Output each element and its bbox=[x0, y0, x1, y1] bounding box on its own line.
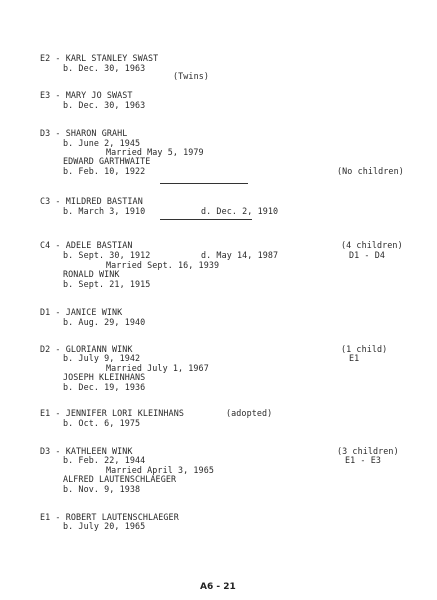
page-number: A6 - 21 bbox=[200, 582, 236, 592]
entry-c4-marriage: Married Sept. 16, 1939 bbox=[106, 260, 220, 270]
children-count: (No children) bbox=[337, 166, 404, 176]
children-count: (1 child) bbox=[341, 344, 388, 354]
entry-d1-birth: b. Aug. 29, 1940 bbox=[63, 317, 146, 327]
entry-d2-name: D2 - GLORIANN WINK bbox=[40, 344, 133, 354]
entry-e2-name: E2 - KARL STANLEY SWAST bbox=[40, 53, 159, 63]
children-count: (4 children) bbox=[341, 240, 403, 250]
children-range: D1 - D4 bbox=[349, 250, 385, 260]
entry-e1-robert-birth: b. July 20, 1965 bbox=[63, 521, 146, 531]
entry-e1-jennifer-name: E1 - JENNIFER LORI KLEINHANS bbox=[40, 408, 184, 418]
entry-e3-name: E3 - MARY JO SWAST bbox=[40, 90, 133, 100]
separator-line bbox=[160, 183, 248, 184]
entry-e2-birth: b. Dec. 30, 1963 bbox=[63, 63, 146, 73]
entry-d3-sharon-spouse-birth: b. Feb. 10, 1922 bbox=[63, 166, 146, 176]
entry-d1-name: D1 - JANICE WINK bbox=[40, 307, 123, 317]
entry-c4-spouse-birth: b. Sept. 21, 1915 bbox=[63, 279, 151, 289]
entry-d3-sharon-birth: b. June 2, 1945 bbox=[63, 138, 141, 148]
entry-d3-sharon-name: D3 - SHARON GRAHL bbox=[40, 128, 128, 138]
adopted-note: (adopted) bbox=[226, 408, 273, 418]
separator-line bbox=[160, 219, 252, 220]
entry-c3-name: C3 - MILDRED BASTIAN bbox=[40, 196, 143, 206]
entry-d3-sharon-marriage: Married May 5, 1979 bbox=[106, 147, 204, 157]
entry-d3-kathleen-marriage: Married April 3, 1965 bbox=[106, 465, 214, 475]
entry-d2-spouse: JOSEPH KLEINHANS bbox=[63, 372, 146, 382]
entry-e1-jennifer-birth: b. Oct. 6, 1975 bbox=[63, 418, 141, 428]
entry-c4-name: C4 - ADELE BASTIAN bbox=[40, 240, 133, 250]
entry-e1-robert-name: E1 - ROBERT LAUTENSCHLAEGER bbox=[40, 512, 179, 522]
entry-d3-kathleen-birth: b. Feb. 22, 1944 bbox=[63, 455, 146, 465]
entry-d3-sharon-spouse: EDWARD GARTHWAITE bbox=[63, 156, 151, 166]
entry-e3-birth: b. Dec. 30, 1963 bbox=[63, 100, 146, 110]
children-range: E1 - E3 bbox=[345, 455, 381, 465]
entry-d2-spouse-birth: b. Dec. 19, 1936 bbox=[63, 382, 146, 392]
entry-d3-kathleen-spouse: ALFRED LAUTENSCHLAEGER bbox=[63, 474, 177, 484]
children-range: E1 bbox=[349, 353, 360, 363]
entry-d3-kathleen-name: D3 - KATHLEEN WINK bbox=[40, 446, 133, 456]
entry-c3-birth: b. March 3, 1910 bbox=[63, 206, 146, 216]
entry-c4-birth: b. Sept. 30, 1912 bbox=[63, 250, 151, 260]
entry-d2-marriage: Married July 1, 1967 bbox=[106, 363, 209, 373]
children-count: (3 children) bbox=[337, 446, 399, 456]
entry-d3-kathleen-spouse-birth: b. Nov. 9, 1938 bbox=[63, 484, 141, 494]
entry-c4-death: d. May 14, 1987 bbox=[201, 250, 279, 260]
entry-c3-death: d. Dec. 2, 1910 bbox=[201, 206, 279, 216]
twins-note: (Twins) bbox=[173, 71, 209, 81]
entry-d2-birth: b. July 9, 1942 bbox=[63, 353, 141, 363]
entry-c4-spouse: RONALD WINK bbox=[63, 269, 120, 279]
